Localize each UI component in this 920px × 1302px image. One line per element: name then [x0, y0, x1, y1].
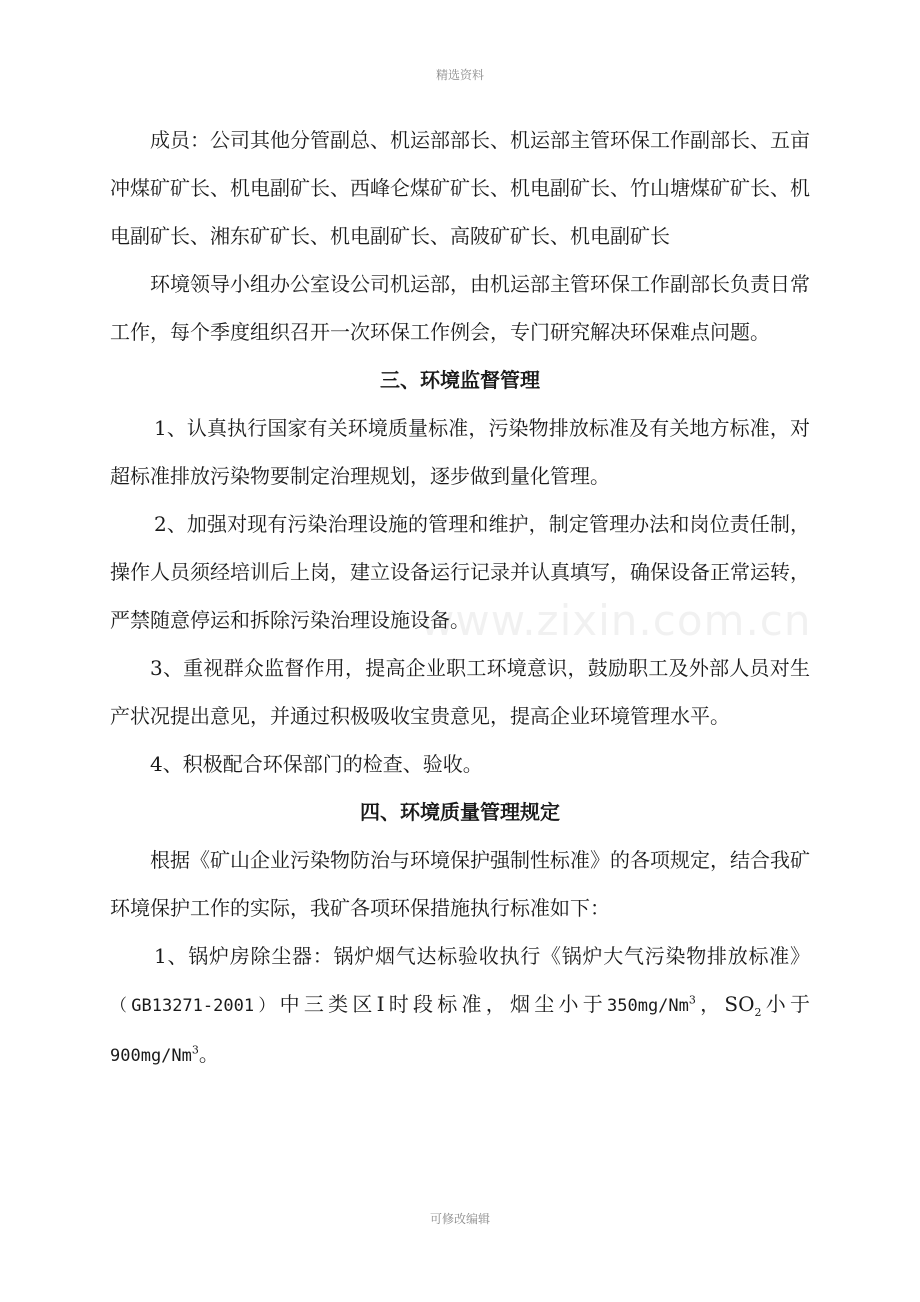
watermark: www.zixin.com.cn	[420, 596, 812, 645]
footer-note: 可修改编辑	[429, 1212, 490, 1226]
item-1-text-2: 中三类区Ⅰ时段标准，烟尘小于	[279, 992, 607, 1016]
standard-code: （GB13271-2001）	[110, 996, 280, 1016]
section-4-heading: 四、环境质量管理规定	[360, 800, 560, 824]
section-4-item-1	[110, 932, 810, 1080]
header-note: 精选资料	[435, 68, 484, 82]
so2-limit-value: 900mg/Nm	[110, 1046, 192, 1066]
so2-label: ，SO	[695, 992, 755, 1016]
section-3-heading: 三、环境监督管理	[380, 368, 540, 392]
section-3-item-3: 3、重视群众监督作用，提高企业职工环境意识，鼓励职工及外部人员对生产状况提出意见，并通过积极吸收宝贵意见，提高企业环境管理水平。	[110, 656, 810, 728]
item-1-end: 。	[198, 1042, 219, 1066]
item-1-text-3: 小于	[761, 992, 811, 1016]
so2-subscript: 2	[754, 1006, 762, 1019]
document-body	[110, 116, 810, 1080]
section-3-item-4: 4、积极配合环保部门的检查、验收。	[150, 752, 483, 776]
dust-unit-superscript: 3	[688, 993, 696, 1007]
dust-limit-value: 350mg/Nm	[607, 996, 689, 1016]
members-paragraph: 成员：公司其他分管副总、机运部部长、机运部主管环保工作副部长、五亩冲煤矿矿长、机电副矿长、西峰仑煤矿矿长、机电副矿长、竹山塘煤矿矿长、机电副矿长、湘东矿矿长、机电副矿长、高陂矿矿长、机电副矿长	[110, 128, 810, 248]
section-4-intro: 根据《矿山企业污染物防治与环境保护强制性标准》的各项规定，结合我矿环境保护工作的实际，我矿各项环保措施执行标准如下：	[110, 848, 810, 920]
section-3-item-1: 1、认真执行国家有关环境质量标准，污染物排放标准及有关地方标准，对超标准排放污染物要制定治理规划，逐步做到量化管理。	[110, 416, 810, 488]
item-1-text: 1、锅炉房除尘器：锅炉烟气达标验收执行《锅炉大气污染物排放标准》	[154, 944, 810, 968]
office-paragraph: 环境领导小组办公室设公司机运部，由机运部主管环保工作副部长负责日常工作，每个季度组织召开一次环保工作例会，专门研究解决环保难点问题。	[110, 272, 810, 344]
so2-unit-superscript: 3	[191, 1043, 199, 1057]
section-3-item-2: 2、加强对现有污染治理设施的管理和维护，制定管理办法和岗位责任制，操作人员须经培训后上岗，建立设备运行记录并认真填写，确保设备正常运转，严禁随意停运和拆除污染治理设施设备。	[110, 512, 810, 632]
